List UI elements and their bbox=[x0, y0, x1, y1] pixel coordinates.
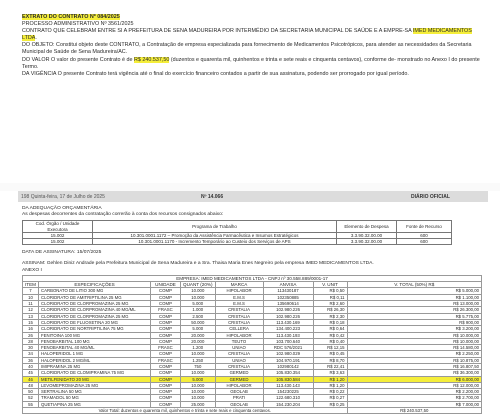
table-cell: 48 bbox=[23, 382, 39, 388]
table-cell: RDC 576/2021 bbox=[263, 345, 313, 351]
table-cell: 1.200 bbox=[181, 345, 216, 351]
table-cell: E.M.S bbox=[215, 294, 263, 300]
table-cell: R$ 0,64 bbox=[313, 326, 347, 332]
table-cell: R$ 16.807,50 bbox=[347, 363, 481, 369]
table-cell: COMP bbox=[151, 313, 181, 319]
annex-section bbox=[22, 206, 482, 414]
table-cell: 134.400.223 bbox=[263, 326, 313, 332]
items-table-body bbox=[23, 288, 482, 408]
table-cell: HALOPERIDOL 1 MG bbox=[39, 351, 151, 357]
table-cell: 10.000 bbox=[181, 288, 216, 294]
journal-name: DIÁRIO OFICIAL bbox=[411, 193, 450, 200]
contract-text bbox=[22, 14, 482, 78]
total-value: R$ 240.537,50 bbox=[347, 408, 481, 414]
table-cell: FRASC bbox=[151, 307, 181, 313]
table-cell: 15 bbox=[23, 319, 39, 325]
table-cell: R$ 10.000,00 bbox=[347, 332, 481, 338]
table-cell: CRISTALIA bbox=[215, 351, 263, 357]
table-cell: 40 bbox=[23, 363, 39, 369]
table-cell: CLORIDRATO DE CLOMIPRAMINA 75 MG bbox=[39, 370, 151, 376]
table-cell: CRISTALIA bbox=[215, 313, 263, 319]
table-cell: R$ 2.250,00 bbox=[347, 351, 481, 357]
table-cell: FRASC bbox=[151, 357, 181, 363]
table-cell: COMP bbox=[151, 326, 181, 332]
items-column-header: ITEM ESPECIFICAÇÕES UNIDADE QUANT (20%) MARCA ANVISA V. UNIT V. TOTAL (50%) R$ bbox=[23, 282, 482, 288]
table-cell: R$ 2,30 bbox=[313, 313, 347, 319]
table-cell: R$ 0,27 bbox=[313, 395, 347, 401]
table-cell: GEOLAB bbox=[215, 389, 263, 395]
table-cell: 50 bbox=[23, 389, 39, 395]
budget-table bbox=[22, 220, 452, 245]
table-cell: 34 bbox=[23, 351, 39, 357]
table-cell: R$ 900,00 bbox=[347, 319, 481, 325]
table-cell: 12 bbox=[23, 307, 39, 313]
table-cell: 10.000 bbox=[181, 382, 216, 388]
table-cell: R$ 0,45 bbox=[313, 351, 347, 357]
items-total-row bbox=[23, 408, 482, 414]
table-cell: R$ 2.200,00 bbox=[347, 389, 481, 395]
table-cell: IMIPRAMINA 25 MG bbox=[39, 363, 151, 369]
table-cell: CELLERA bbox=[215, 326, 263, 332]
table-cell: R$ 0,40 bbox=[313, 338, 347, 344]
budget-col: Programa de Trabalho bbox=[93, 221, 337, 232]
table-cell: R$ 13.000,00 bbox=[347, 301, 481, 307]
table-cell: COMP bbox=[151, 401, 181, 407]
table-cell: R$ 0,18 bbox=[313, 319, 347, 325]
table-cell: 7 bbox=[23, 288, 39, 294]
table-cell: CLORIDRATO DE CLORPROMAZINA 25 MG bbox=[39, 301, 151, 307]
items-company-header: EMPRESA: IMED MEDICAMENTOS LTDA - CNPJ nº 30.558.889/0001-17 bbox=[23, 275, 482, 281]
table-cell: CRISTALIA bbox=[215, 307, 263, 313]
table-cell: 135690614 bbox=[263, 301, 313, 307]
table-cell: R$ 3.200,00 bbox=[347, 326, 481, 332]
table-cell: 105.830.584 bbox=[263, 376, 313, 382]
table-cell: QUETIAPINA 25 MG bbox=[39, 401, 151, 407]
signers: ASSINAM: Gehlen Diniz Andrade pela Prefeitura Municipal de Sena Madureira e a Sra. Thaisa Maria Enes Negreiro pela empresa IMED MEDICAMENTOS LTDA. bbox=[22, 261, 374, 267]
table-cell: R$ 26.300,00 bbox=[347, 307, 481, 313]
table-cell: R$ 14.580,00 bbox=[347, 345, 481, 351]
table-cell: HIPOLABOR bbox=[215, 288, 263, 294]
table-cell: 5.000 bbox=[181, 301, 216, 307]
table-cell: 26 bbox=[23, 332, 39, 338]
table-cell: R$ 10.000,00 bbox=[347, 338, 481, 344]
table-cell: 45 bbox=[23, 370, 39, 376]
table-cell: COMP bbox=[151, 370, 181, 376]
table-cell: TRAMADOL 50 MG bbox=[39, 395, 151, 401]
table-cell: 104.970.191 bbox=[263, 357, 313, 363]
table-cell: COMP bbox=[151, 395, 181, 401]
table-cell: COMP bbox=[151, 376, 181, 382]
items-table bbox=[22, 275, 482, 414]
table-cell: COMP bbox=[151, 363, 181, 369]
table-cell: CLORIDRATO DE AMITRIPTILINA 25 MG bbox=[39, 294, 151, 300]
table-cell: TEUTO bbox=[215, 338, 263, 344]
table-cell: CRISTALIA bbox=[215, 363, 263, 369]
annex-title: ANEXO I bbox=[22, 267, 42, 273]
journal-number: Nº 14.066 bbox=[201, 193, 224, 200]
table-cell: 36 bbox=[23, 357, 39, 363]
table-cell: SERTRALINA 50 MG bbox=[39, 389, 151, 395]
table-cell: E.M.S bbox=[215, 301, 263, 307]
table-cell: GEOLAB bbox=[215, 401, 263, 407]
table-cell: 102.980.226 bbox=[263, 307, 313, 313]
table-cell: R$ 5.000,00 bbox=[347, 288, 481, 294]
table-cell: LEVOMEPROMAZINA 25 MG bbox=[39, 382, 151, 388]
table-cell: R$ 12,15 bbox=[313, 345, 347, 351]
table-cell: CLORIDRATO DE FLUOXETINA 20 MG bbox=[39, 319, 151, 325]
table-cell: R$ 2,60 bbox=[313, 301, 347, 307]
contract-parties: CONTRATO QUE CELEBRAM ENTRE SI A PREFEITURA DE SENA MADUREIRA POR INTERMÉDIO DA SECRETARIA MUNICIPAL DE SAÚDE E A EMPRE-SA IMED MEDICAMENTOS LTDA. bbox=[22, 28, 472, 42]
table-cell: COMP bbox=[151, 389, 181, 395]
table-cell: R$ 1,20 bbox=[313, 376, 347, 382]
budget-col: Fonte de Recurso bbox=[397, 221, 452, 232]
table-cell: FENOBARBITAL 40 MG/ML bbox=[39, 345, 151, 351]
table-cell: 113.430.143 bbox=[263, 382, 313, 388]
table-cell: GERMED bbox=[215, 376, 263, 382]
contract-extract-section bbox=[0, 0, 500, 183]
table-cell: 30 bbox=[23, 345, 39, 351]
table-cell: 55 bbox=[23, 401, 39, 407]
table-cell: 28 bbox=[23, 338, 39, 344]
table-cell: 11 bbox=[23, 301, 39, 307]
table-row: 15.002 10.301.0001.1170 - Incremento Temporário ao Custeio dos Serviços de APS 3.3.90.32.00.00 600 bbox=[23, 239, 452, 245]
table-cell: 1.250 bbox=[181, 357, 216, 363]
table-cell: CRISTALIA bbox=[215, 319, 263, 325]
table-cell: R$ 12.000,00 bbox=[347, 382, 481, 388]
table-cell: COMP bbox=[151, 319, 181, 325]
table-cell: R$ 1,20 bbox=[313, 382, 347, 388]
contract-title: EXTRATO DO CONTRATO Nº 084/2025 bbox=[22, 14, 120, 20]
table-cell: CLORIDRATO DE NORTRIPTILINA 75 MG bbox=[39, 326, 151, 332]
table-cell: CLORIDRATO DE CLORPROMAZINA 25 MG bbox=[39, 313, 151, 319]
table-cell: COMP bbox=[151, 351, 181, 357]
table-cell: 10.000 bbox=[181, 294, 216, 300]
table-cell: 25.000 bbox=[181, 401, 216, 407]
table-cell: R$ 26,30 bbox=[313, 307, 347, 313]
table-cell: FENOBARBITAL 100 MG bbox=[39, 338, 151, 344]
table-cell: 122.680.310 bbox=[263, 395, 313, 401]
table-cell: HIPOLABOR bbox=[215, 332, 263, 338]
table-cell: R$ 36.300,00 bbox=[347, 370, 481, 376]
company-name: IMED MEDICAMENTOS LTDA bbox=[22, 28, 472, 42]
table-cell: UNIAO bbox=[215, 345, 263, 351]
total-words: Valor Total: duzentos e quarenta mil, quinhentos e trinta e sete reais e cinquenta centavos. bbox=[23, 408, 348, 414]
table-cell: R$ 5.775,00 bbox=[347, 313, 481, 319]
table-cell: R$ 2.700,00 bbox=[347, 395, 481, 401]
table-cell: 46 bbox=[23, 376, 39, 382]
table-cell: UNIAO bbox=[215, 357, 263, 363]
table-cell: 750 bbox=[181, 363, 216, 369]
table-cell: 16 bbox=[23, 326, 39, 332]
table-cell: R$ 0,42 bbox=[313, 332, 347, 338]
table-cell: METILFENIDATO 20 MG bbox=[39, 376, 151, 382]
contract-object: DO OBJETO: Constitui objeto deste CONTRATO, a Contratação de empresa especializada para fornecimento de Medicamentos Psicotrópicos, para atender as necessidades da Secretaria Municipal de Saúde de Sena Madureira/AC. bbox=[22, 42, 472, 56]
table-cell: 102.980.029 bbox=[263, 351, 313, 357]
table-cell: COMP bbox=[151, 294, 181, 300]
table-cell: CARBONATO DE LITIO 300 MG bbox=[39, 288, 151, 294]
table-cell: COMP bbox=[151, 332, 181, 338]
table-cell: 10.000 bbox=[181, 370, 216, 376]
budget-col: Cod. Órgão / Unidade Executora bbox=[23, 221, 93, 232]
journal-date: 198 Quinta-feira, 17 de Julho de 2025 bbox=[21, 193, 105, 200]
table-cell: 154.230.204 bbox=[263, 401, 313, 407]
table-cell: 154230225 bbox=[263, 389, 313, 395]
table-cell: COMP bbox=[151, 301, 181, 307]
contract-validity: DA VIGÊNCIA O presente Contrato terá vigência até o final do exercício financeiro contados a partir de sua assinatura, podendo ser prorrogado por igual período. bbox=[22, 70, 409, 77]
table-cell: 10 bbox=[23, 294, 39, 300]
table-cell: 2.500 bbox=[181, 313, 216, 319]
table-cell: R$ 0,22 bbox=[313, 389, 347, 395]
table-cell: COMP bbox=[151, 338, 181, 344]
table-row: 15.002 10.301.0001.1172 – Promoção da Assistência Farmacêutica e Insumos Estratégicos 3.3.90.32.00.00 600 bbox=[23, 232, 452, 238]
table-cell: R$ 1.100,00 bbox=[347, 294, 481, 300]
table-cell: 113.430.193 bbox=[263, 332, 313, 338]
signature-date: DATA DE ASSINATURA: 15/07/2025 bbox=[22, 250, 102, 256]
table-cell: 105.830.354 bbox=[263, 370, 313, 376]
table-cell: COMP bbox=[151, 382, 181, 388]
table-cell: R$ 0,11 bbox=[313, 294, 347, 300]
table-cell: CLORIDRATO DE CLORPROMAZINA 40 MG/ML bbox=[39, 307, 151, 313]
table-cell: 1.000 bbox=[181, 307, 216, 313]
table-cell: 10.000 bbox=[181, 351, 216, 357]
table-cell: 113430187 bbox=[263, 288, 313, 294]
table-cell: R$ 0,50 bbox=[313, 288, 347, 294]
table-cell: R$ 3,63 bbox=[313, 370, 347, 376]
table-cell: 10.000 bbox=[181, 395, 216, 401]
table-cell: 113.430.169 bbox=[263, 319, 313, 325]
table-cell: 20.000 bbox=[181, 338, 216, 344]
budget-table-header bbox=[23, 221, 452, 232]
budget-intro: As despesas decorrentes da contratação correrão à conta dos recursos consignados abaixo: bbox=[22, 212, 224, 218]
table-cell: 5.000 bbox=[181, 326, 216, 332]
table-cell: R$ 8,70 bbox=[313, 357, 347, 363]
table-cell: R$ 10.875,00 bbox=[347, 357, 481, 363]
contract-value-amount: R$ 240.537,50 bbox=[133, 56, 170, 63]
process-number: PROCESSO ADMINISTRATIVO Nº 3561/2025 bbox=[22, 21, 134, 28]
table-cell: HIPOLABOR bbox=[215, 382, 263, 388]
table-cell: R$ 6.000,00 bbox=[347, 376, 481, 382]
table-cell: FENITOINA 100 MG bbox=[39, 332, 151, 338]
page-gap bbox=[0, 183, 500, 191]
budget-heading: DA ADEQUAÇÃO ORÇAMENTÁRIA bbox=[22, 206, 102, 211]
table-cell: 102.980.226 bbox=[263, 313, 313, 319]
table-cell: 102350885 bbox=[263, 294, 313, 300]
table-cell: GERMED bbox=[215, 370, 263, 376]
table-cell: 102980142 bbox=[263, 363, 313, 369]
table-cell: COMP bbox=[151, 288, 181, 294]
journal-header-bar bbox=[18, 191, 488, 202]
table-cell: 10.000 bbox=[181, 389, 216, 395]
table-cell: 5.000 bbox=[181, 376, 216, 382]
table-cell: HALOPERIDOL 2 MG/ML bbox=[39, 357, 151, 363]
budget-col: Elemento de Despesa bbox=[337, 221, 397, 232]
table-cell: 50.000 bbox=[181, 319, 216, 325]
table-cell: R$ 22,41 bbox=[313, 363, 347, 369]
table-cell: 103.700.640 bbox=[263, 338, 313, 344]
table-cell: 20.000 bbox=[181, 332, 216, 338]
table-cell: 13 bbox=[23, 313, 39, 319]
contract-value: DO VALOR O valor do presente Contrato é de R$ 240.537,50 (duzentos e quarenta mil, quinhentos e trinta e sete reais e cinquenta centavos), conforme de- monstrado no Anexo I do presente Termo. bbox=[22, 56, 480, 70]
table-cell: 52 bbox=[23, 395, 39, 401]
table-cell: R$ 0,25 bbox=[313, 401, 347, 407]
table-cell: R$ 7.000,00 bbox=[347, 401, 481, 407]
table-cell: FRASC bbox=[151, 345, 181, 351]
table-cell: PRATI bbox=[215, 395, 263, 401]
